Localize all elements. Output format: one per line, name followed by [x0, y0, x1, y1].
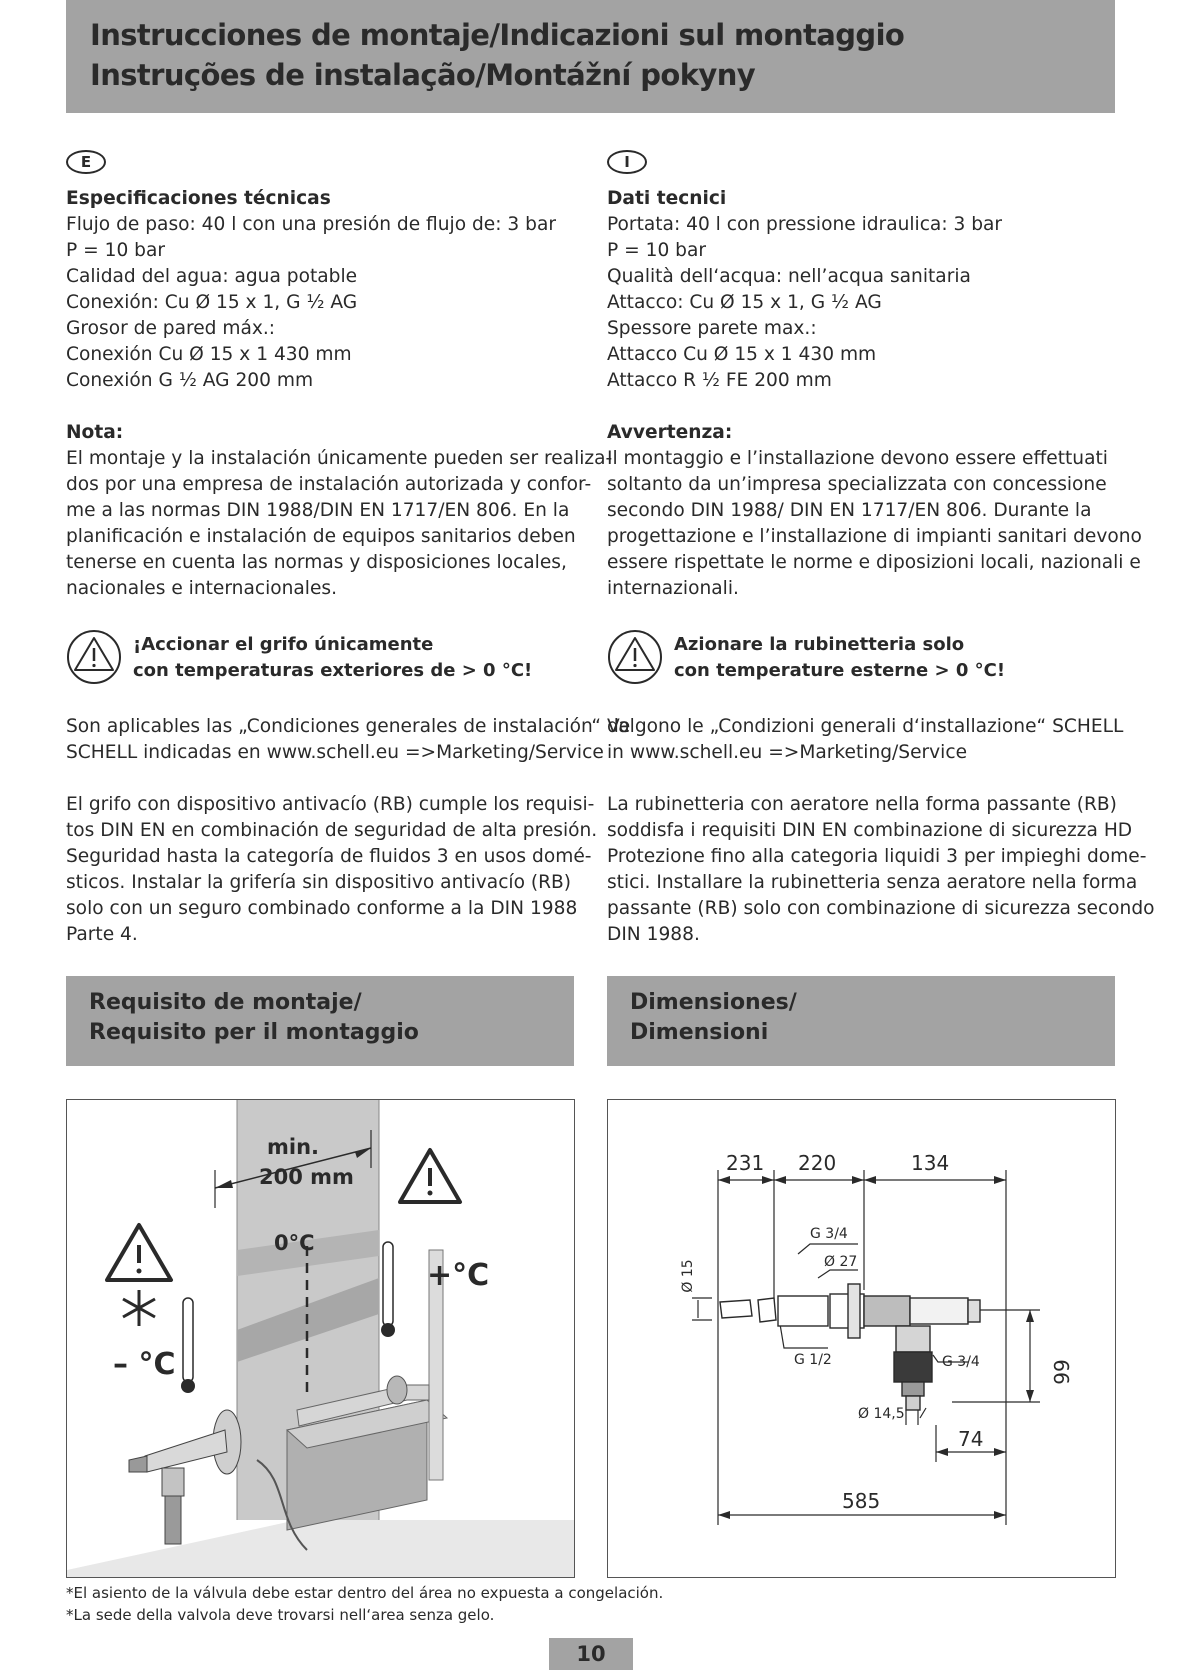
conditions-line: in www.schell.eu =>Marketing/Service [607, 742, 968, 763]
dimensions-drawing [607, 1099, 1116, 1578]
note-line: secondo DIN 1988/ DIN EN 1717/EN 806. Durante la [607, 500, 1092, 521]
spec-line: Attacco Cu Ø 15 x 1 430 mm [607, 344, 877, 365]
rb-line: El grifo con dispositivo antivacío (RB) cumple los requisi- [66, 794, 595, 815]
diameter-label: Ø 27 [824, 1254, 858, 1270]
warning-text: con temperaturas exteriores de > 0 °C! [133, 660, 533, 681]
diameter-label: Ø 15 [680, 1259, 696, 1293]
warning-text: ¡Accionar el grifo únicamente [133, 634, 434, 655]
conditions-line: Son aplicables las „Condiciones generales de instalación“ de [66, 716, 631, 737]
spec-line: P = 10 bar [66, 240, 166, 261]
warning-icon [607, 628, 663, 686]
spec-line: Qualità dell‘acqua: nell’acqua sanitaria [607, 266, 971, 287]
header-title-line-1: Instrucciones de montaje/Indicazioni sul montaggio [90, 18, 905, 52]
spec-line: Spessore parete max.: [607, 318, 817, 339]
distance-label: 200 mm [259, 1165, 354, 1189]
spec-line: Calidad del agua: agua potable [66, 266, 358, 287]
footnote: *La sede della valvola deve trovarsi nell‘area senza gelo. [66, 1606, 495, 1624]
footnote: *El asiento de la válvula debe estar dentro del área no expuesta a congelación. [66, 1584, 664, 1602]
column-spanish [66, 150, 631, 974]
minus-temperature-label: – °C [113, 1347, 176, 1382]
note-line: nacionales e internacionales. [66, 578, 337, 599]
header-title-line-2: Instruções de instalação/Montážní pokyny [90, 58, 756, 92]
note-title: Avvertenza: [607, 422, 733, 443]
column-italian [607, 150, 1155, 974]
zero-degree-label: 0°C [274, 1231, 315, 1255]
thread-label: G 1/2 [794, 1352, 832, 1368]
spec-line: Conexión G ½ AG 200 mm [66, 370, 314, 391]
dimension-value: 585 [842, 1489, 881, 1513]
warning-icon [107, 1225, 171, 1280]
dimension-value: 220 [798, 1151, 837, 1175]
thread-label: G 3/4 [810, 1226, 848, 1242]
rb-line: La rubinetteria con aeratore nella forma passante (RB) [607, 794, 1117, 815]
warning-text: con temperature esterne > 0 °C! [674, 660, 1006, 681]
note-line: me a las normas DIN 1988/DIN EN 1717/EN 806. En la [66, 500, 570, 521]
note-line: tenerse en cuenta las normas y disposiciones locales, [66, 552, 567, 573]
rb-line: Seguridad hasta la categoría de fluidos 3 en usos domé- [66, 846, 592, 867]
page-number: 10 [549, 1638, 633, 1670]
note-line: El montaje y la instalación únicamente pueden ser realiza- [66, 448, 613, 469]
rb-line: stici. Installare la rubinetteria senza aeratore nella forma [607, 872, 1138, 893]
frost-warning [66, 628, 574, 688]
dimension-diagram [608, 1100, 1115, 1577]
spec-title: Dati tecnici [607, 188, 727, 209]
dimension-value: 134 [911, 1151, 950, 1175]
spec-title: Especificaciones técnicas [66, 188, 331, 209]
min-label: min. [267, 1135, 320, 1159]
warning-icon [66, 628, 122, 686]
note-line: essere rispettate le norme e diposizioni locali, nazionali e [607, 552, 1141, 573]
note-line: progettazione e l’installazione di impianti sanitari devono [607, 526, 1142, 547]
note-line: soltanto da un’impresa specializzata con concessione [607, 474, 1107, 495]
rb-line: Protezione fino alla categoria liquidi 3 per impieghi dome- [607, 846, 1147, 867]
section-header-dimensions [607, 976, 1115, 1066]
section-title-line: Dimensiones/ [630, 990, 797, 1015]
rb-line: sticos. Instalar la grifería sin dispositivo antivacío (RB) [66, 872, 572, 893]
note-title: Nota: [66, 422, 124, 443]
note-line: Il montaggio e l’installazione devono essere effettuati [607, 448, 1108, 469]
spec-line: P = 10 bar [607, 240, 707, 261]
dimension-value: 66 [1049, 1359, 1073, 1385]
dimension-value: 74 [958, 1427, 984, 1451]
rb-line: DIN 1988. [607, 924, 700, 945]
warning-icon [400, 1150, 460, 1202]
rb-line: Parte 4. [66, 924, 138, 945]
language-badge-es: E [66, 150, 106, 174]
section-header-installation [66, 976, 574, 1066]
conditions-line: SCHELL indicadas en www.schell.eu =>Marketing/Service [66, 742, 604, 763]
page-header [66, 0, 1115, 113]
spec-line: Conexión Cu Ø 15 x 1 430 mm [66, 344, 352, 365]
installation-illustration [66, 1099, 575, 1578]
dimension-value: 231 [726, 1151, 765, 1175]
rb-line: passante (RB) solo con combinazione di sicurezza secondo [607, 898, 1155, 919]
note-line: dos por una empresa de instalación autorizada y confor- [66, 474, 592, 495]
language-badge-it: I [607, 150, 647, 174]
spec-line: Conexión: Cu Ø 15 x 1, G ½ AG [66, 292, 358, 313]
rb-line: solo con un seguro combinado conforme a la DIN 1988 [66, 898, 578, 919]
thermometer-icon [181, 1298, 195, 1393]
thread-label: G 3/4 [942, 1354, 980, 1370]
spec-line: Flujo de paso: 40 l con una presión de flujo de: 3 bar [66, 214, 557, 235]
plus-temperature-label: +°C [427, 1258, 490, 1293]
note-line: internazionali. [607, 578, 739, 599]
note-line: planificación e instalación de equipos sanitarios deben [66, 526, 576, 547]
spec-line: Attacco: Cu Ø 15 x 1, G ½ AG [607, 292, 882, 313]
installation-drawing [67, 1100, 574, 1577]
diameter-label: Ø 14,5 [858, 1406, 905, 1422]
spec-line: Portata: 40 l con pressione idraulica: 3 bar [607, 214, 1003, 235]
thermometer-icon [381, 1242, 395, 1337]
conditions-line: Valgono le „Condizioni generali d‘installazione“ SCHELL [607, 716, 1124, 737]
warning-text: Azionare la rubinetteria solo [674, 634, 965, 655]
section-title-line: Requisito de montaje/ [89, 990, 362, 1015]
frost-warning [607, 628, 1115, 688]
rb-line: tos DIN EN en combinación de seguridad de alta presión. [66, 820, 598, 841]
snowflake-icon [123, 1290, 155, 1326]
spec-line: Grosor de pared máx.: [66, 318, 276, 339]
section-title-line: Requisito per il montaggio [89, 1020, 419, 1045]
spec-line: Attacco R ½ FE 200 mm [607, 370, 832, 391]
section-title-line: Dimensioni [630, 1020, 769, 1045]
rb-line: soddisfa i requisiti DIN EN combinazione di sicurezza HD [607, 820, 1133, 841]
